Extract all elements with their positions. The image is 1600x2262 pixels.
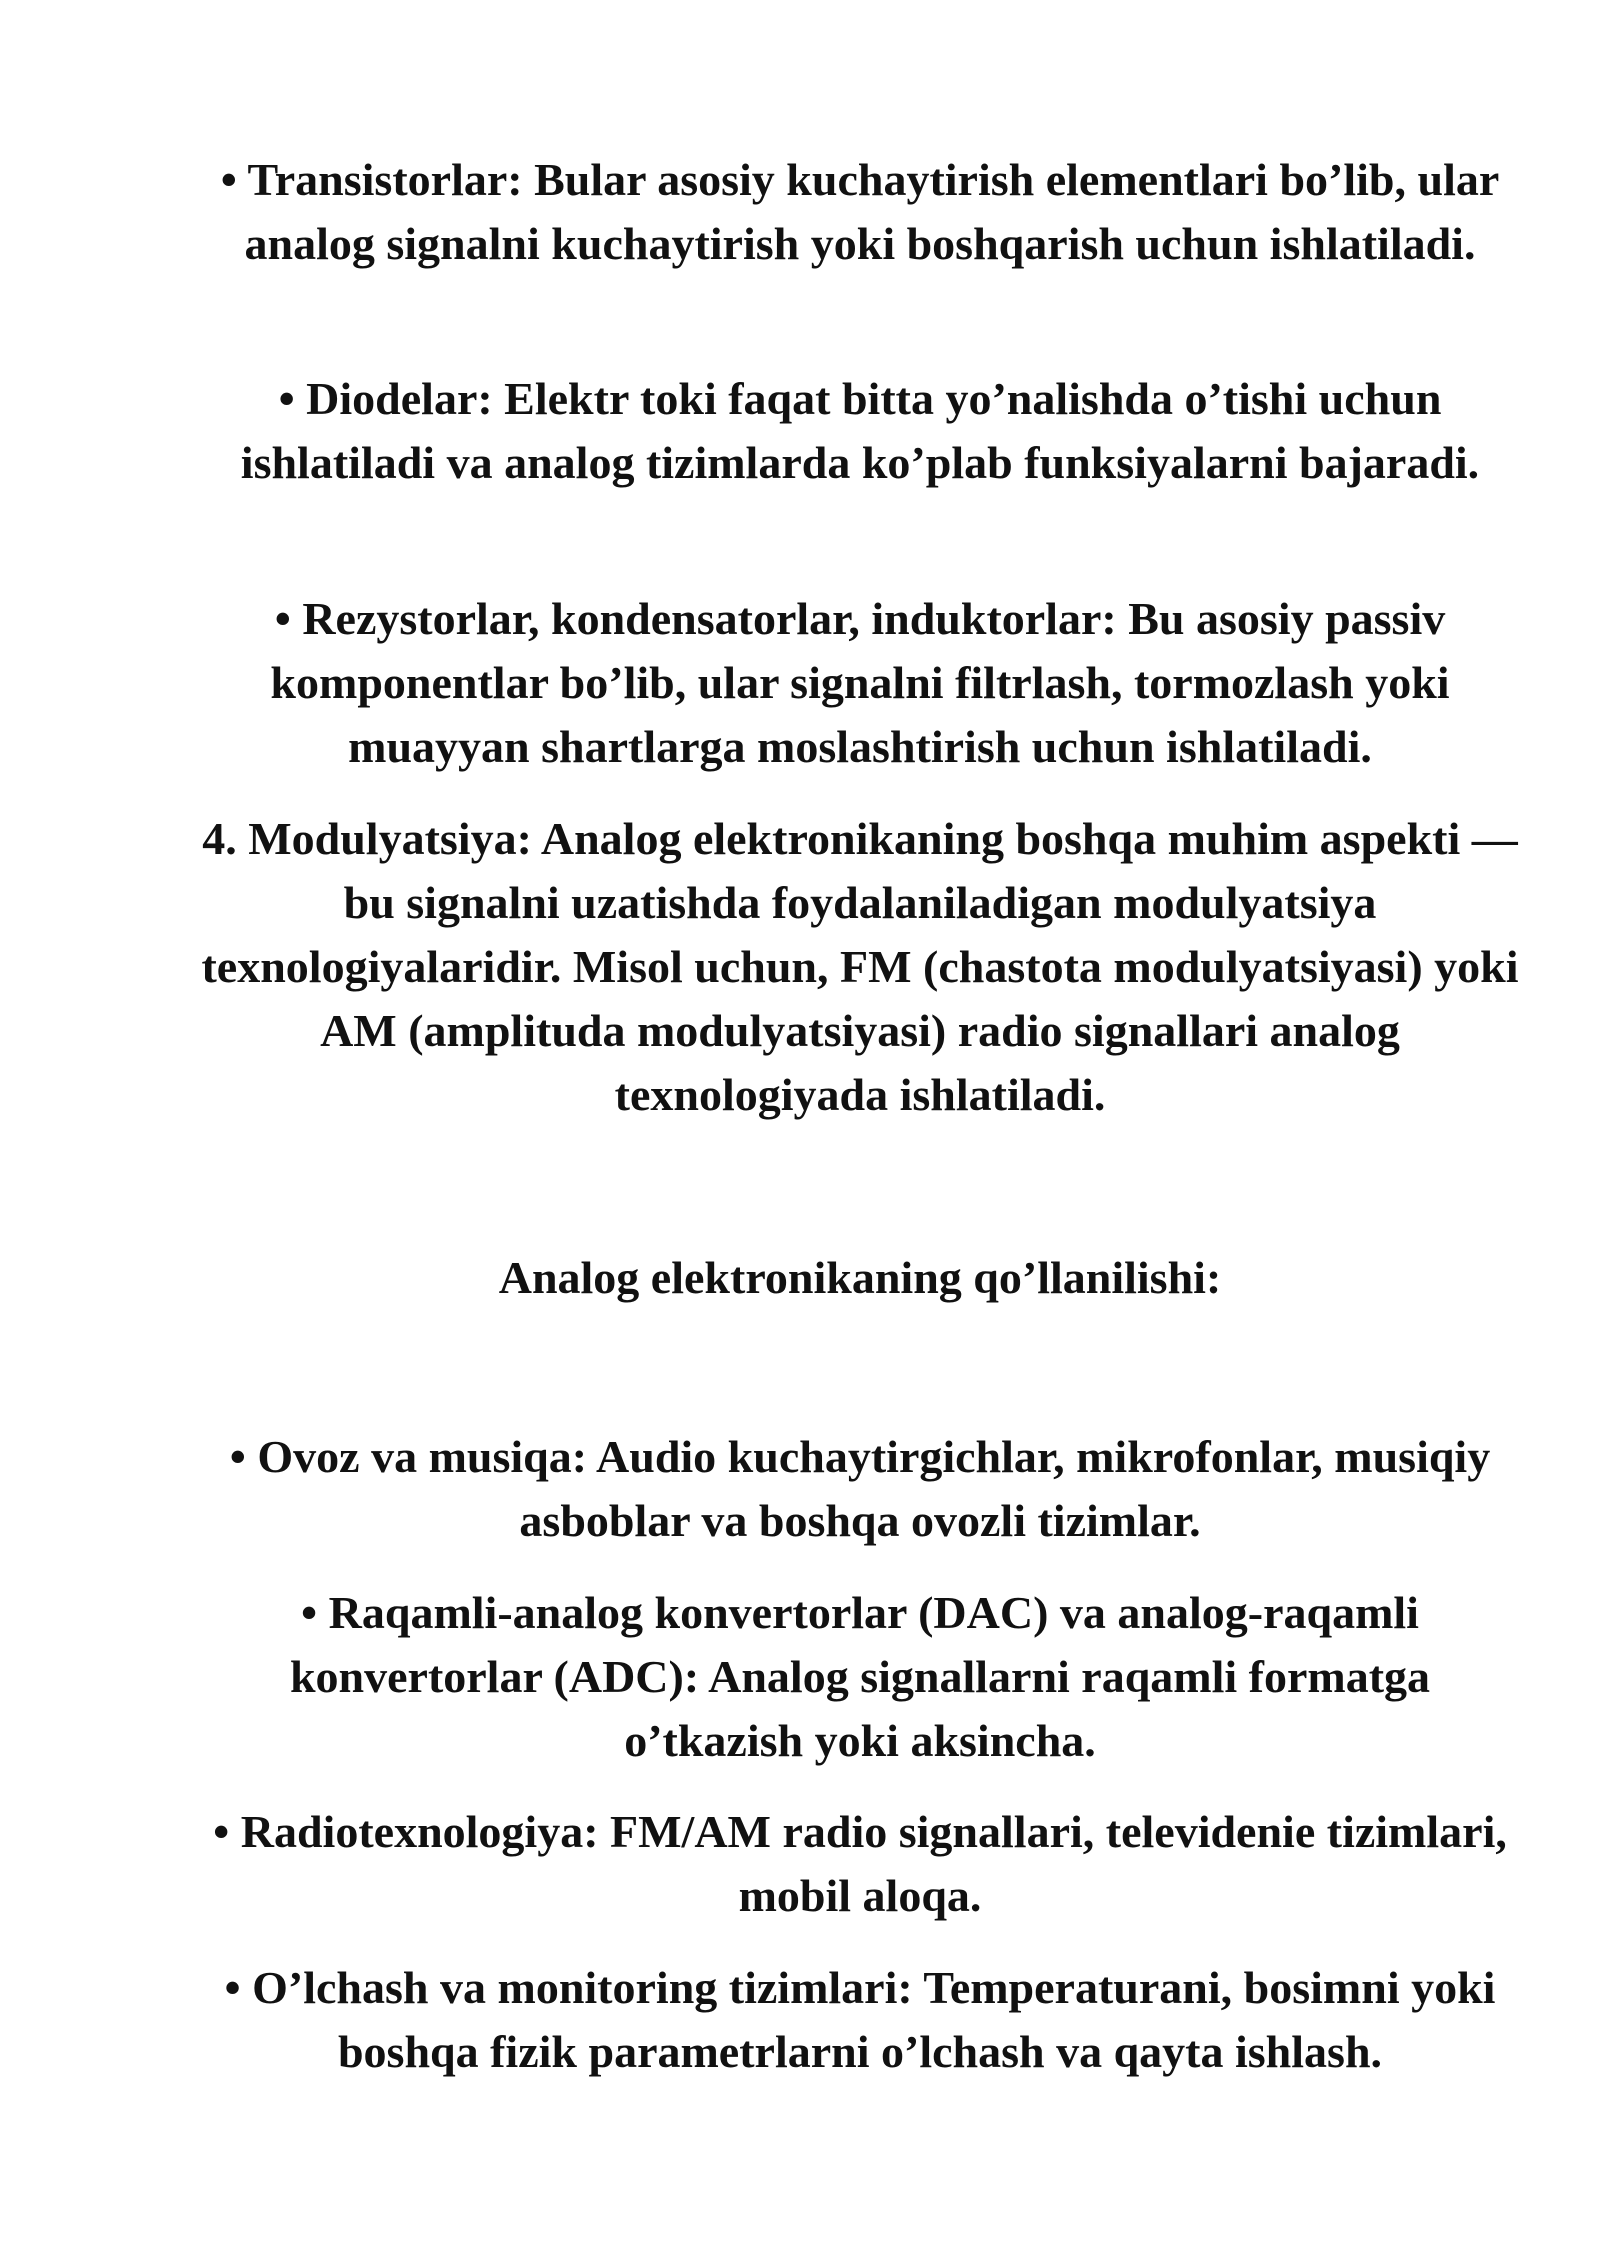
paragraph-diodes: • Diodelar: Elektr toki faqat bitta yo’nalishda o’tishi uchun ishlatiladi va analog tizimlarda ko’plab funksiyalarni bajaradi. [240,373,1480,488]
paragraph-modulation: 4. Modulyatsiya: Analog elektronikaning boshqa muhim aspekti — bu signalni uzatishda foydalaniladigan modulyatsiya texnologiyalaridir. Misol uchun, FM (chastota modulyatsiyasi) yoki AM (amplituda modulyatsiyasi) radio signallari analog texnologiyada ishlatiladi. [201,813,1519,1120]
application-radio: • Radiotexnologiya: FM/AM radio signallari, televidenie tizimlari, mobil aloqa. [213,1806,1507,1921]
application-measurement: • O’lchash va monitoring tizimlari: Temperaturani, bosimni yoki boshqa fizik parametrlarni o’lchash va qayta ishlash. [224,1962,1496,2077]
application-audio: • Ovoz va musiqa: Audio kuchaytirgichlar, mikrofonlar, musiqiy asboblar va boshqa ovozli tizimlar. [229,1431,1491,1546]
paragraph-passive-components: • Rezystorlar, kondensatorlar, induktorlar: Bu asosiy passiv komponentlar bo’lib, ular signalni filtrlash, tormozlash yoki muayyan shartlarga moslashtirish uchun ishlatiladi. [270,593,1450,772]
paragraph-transistors: • Transistorlar: Bular asosiy kuchaytirish elementlari bo’lib, ular analog signalni kuchaytirish yoki boshqarish uchun ishlatiladi. [220,154,1500,269]
application-converters: • Raqamli-analog konvertorlar (DAC) va analog-raqamli konvertorlar (ADC): Analog signallarni raqamli formatga o’tkazish yoki aksincha. [289,1587,1431,1766]
section-heading: Analog elektronikaning qo’llanilishi: [498,1252,1222,1303]
